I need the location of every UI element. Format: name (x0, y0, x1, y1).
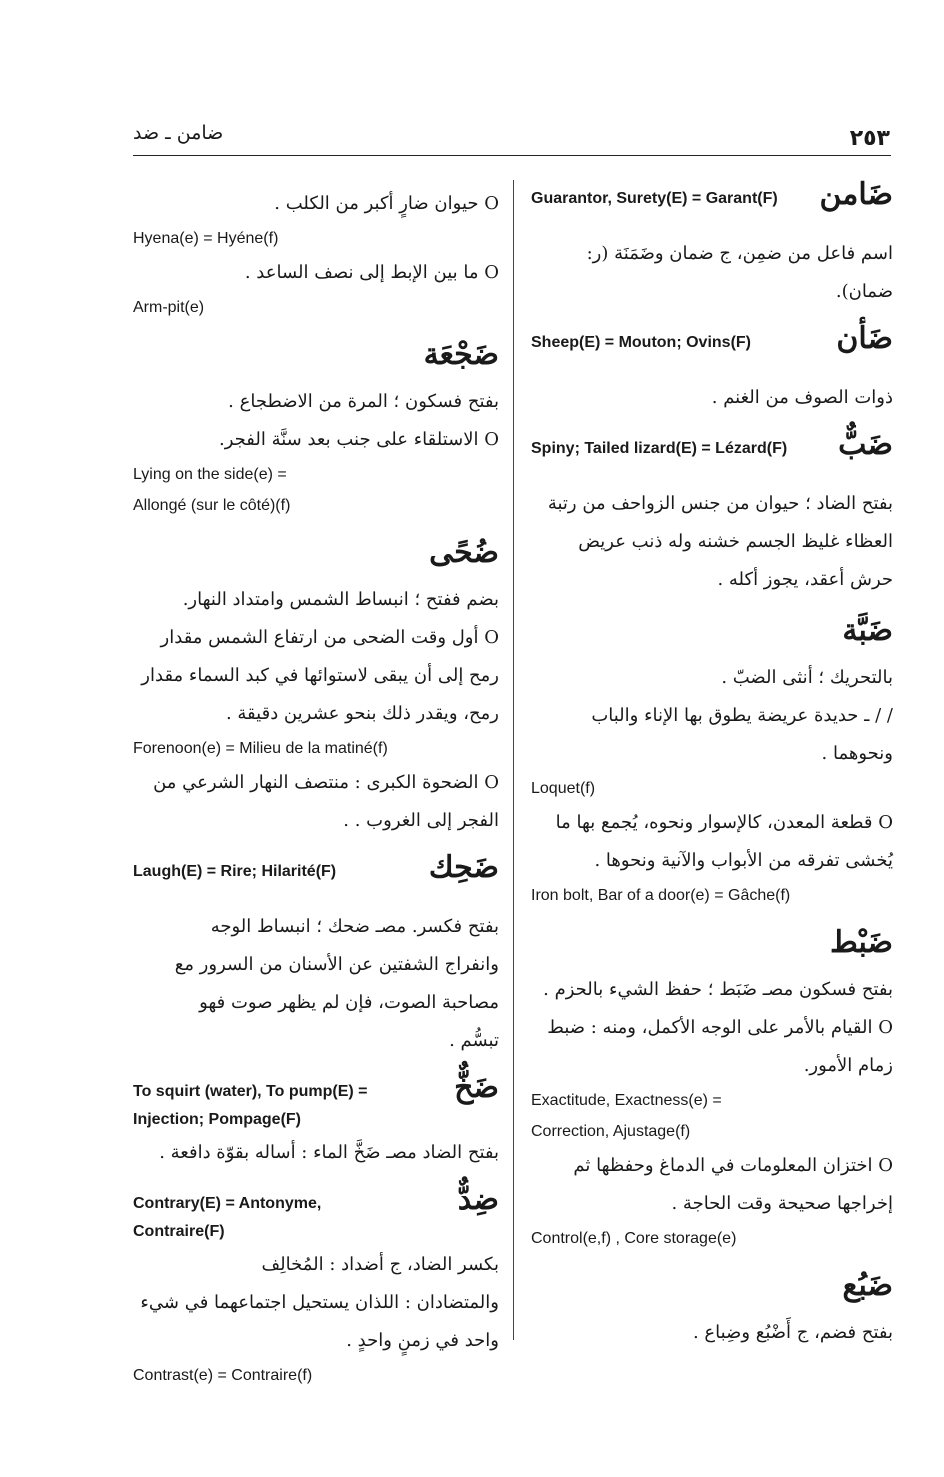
right-column (531, 177, 893, 1370)
entry-heading-row (133, 535, 499, 581)
entry-heading-row (531, 177, 893, 235)
entry-translation: Sheep(E) = Mouton; Ovins(F) (531, 334, 751, 351)
entry-heading-row (133, 337, 499, 383)
entry-translation: Guarantor, Surety(E) = Garant(F) (531, 190, 778, 207)
latin-equivalent-line: Forenoon(e) = Milieu de la matiné(f) (133, 740, 388, 757)
arabic-definition-line: O حيوان ضارٍ أكبر من الكلب . (274, 193, 499, 214)
latin-equivalent-line: Correction, Ajustage(f) (531, 1123, 691, 1140)
entry-heading-row (531, 427, 893, 485)
page-number: ٢٥٣ (849, 126, 890, 151)
arabic-definition-line: بكسر الضاد، ج أضداد : المُخالِف (261, 1254, 499, 1275)
entry-headword: ضَبٌّ (838, 427, 893, 462)
arabic-definition-line: ذوات الصوف من الغنم . (711, 387, 893, 408)
arabic-definition-line: إخراجها صحيحة وقت الحاجة . (671, 1193, 893, 1214)
entry-headword: ضَبُع (842, 1268, 893, 1303)
arabic-definition-line: بفتح الضاد مصـ ضَخَّ الماء : أساله بقوّة دافعة . (159, 1142, 499, 1163)
entry-heading-row (133, 1070, 499, 1134)
running-header-range: ضامن ـ ضد (133, 122, 224, 144)
entry-heading-row (133, 1182, 499, 1246)
entry-headword: ضَخٌّ (454, 1070, 499, 1105)
arabic-definition-line: O القيام بالأمر على الوجه الأكمل، ومنه : ضبط (547, 1017, 893, 1038)
entry-headword: ضَجْعَة (423, 337, 499, 372)
dictionary-entry (133, 185, 499, 323)
entry-headword: ضَأن (836, 321, 893, 356)
arabic-definition-line: O أول وقت الضحى من ارتفاع الشمس مقدار (160, 627, 499, 648)
entry-heading-row (531, 925, 893, 971)
arabic-definition-line: بفتح فسكون مصـ ضَبَط ؛ حفظ الشيء بالحزم . (543, 979, 893, 1000)
entry-headword: ضِدٌّ (457, 1182, 499, 1217)
arabic-definition-line: العظاء غليظ الجسم خشنه وله ذنب عريض (578, 531, 893, 552)
arabic-definition-line: رمح، ويقدر ذلك بنحو عشرين دقيقة . (225, 703, 499, 724)
entry-headword: ضَامن (819, 177, 893, 212)
entry-headword: ضُحًى (429, 535, 499, 570)
dictionary-entry (133, 337, 499, 521)
entry-headword: ضَحِك (428, 850, 499, 885)
arabic-definition-line: بفتح الضاد ؛ حيوان من جنس الزواحف من رتبة (547, 493, 893, 514)
dictionary-entry (531, 1268, 893, 1352)
dictionary-entry (531, 427, 893, 599)
entry-translation: To squirt (water), To pump(E) = Injection; Pompage(F) (133, 1083, 368, 1128)
arabic-definition-line: تبسُّم . (449, 1030, 499, 1051)
header-rule (133, 155, 891, 156)
arabic-definition-line: O الضحوة الكبرى : منتصف النهار الشرعي من (153, 772, 499, 793)
arabic-definition-line: وانفراج الشفتين عن الأسنان من السرور مع (174, 954, 499, 975)
arabic-definition-line: رمح إلى أن يبقى لاستوائها في كبد السماء مقدار (141, 665, 499, 686)
arabic-definition-line: O ما بين الإبط إلى نصف الساعد . (244, 262, 499, 283)
entry-heading-row (133, 850, 499, 908)
entry-heading-row (531, 613, 893, 659)
dictionary-entry (531, 321, 893, 417)
arabic-definition-line: ضمان). (835, 281, 893, 302)
left-column (133, 185, 499, 1409)
arabic-definition-line: بفتح فكسر. مصـ ضحك ؛ انبساط الوجه (210, 916, 499, 937)
arabic-definition-line: واحد في زمنٍ واحدٍ . (346, 1330, 499, 1351)
latin-equivalent-line: Loquet(f) (531, 780, 596, 797)
entry-heading-row (531, 321, 893, 379)
dictionary-entry (133, 535, 499, 840)
arabic-definition-line: حرش أعقد، يجوز أكله . (717, 569, 893, 590)
entry-translation: Contrary(E) = Antonyme, Contraire(F) (133, 1195, 322, 1240)
entry-headword: ضَبْط (829, 925, 893, 960)
latin-equivalent-line: Iron bolt, Bar of a door(e) = Gâche(f) (531, 887, 791, 904)
arabic-definition-line: بضم ففتح ؛ انبساط الشمس وامتداد النهار. (182, 589, 499, 610)
arabic-definition-line: بفتح فضم، ج أَضْبُع وضِباع . (692, 1322, 893, 1343)
latin-equivalent-line: Allongé (sur le côté)(f) (133, 497, 291, 514)
arabic-definition-line: / / ـ حديدة عريضة يطوق بها الإناء والباب (591, 705, 893, 726)
entry-translation: Laugh(E) = Rire; Hilarité(F) (133, 863, 337, 880)
dictionary-entry (133, 1070, 499, 1172)
latin-equivalent-line: Exactitude, Exactness(e) = (531, 1092, 722, 1109)
latin-equivalent-line: Arm-pit(e) (133, 299, 205, 316)
latin-equivalent-line: Contrast(e) = Contraire(f) (133, 1367, 313, 1384)
arabic-definition-line: يُخشى تفرقه من الأبواب والآنية ونحوها . (594, 850, 893, 871)
dictionary-entry (531, 613, 893, 911)
entry-headword: ضَبَّة (842, 613, 893, 648)
dictionary-entry (531, 177, 893, 311)
arabic-definition-line: مصاحبة الصوت، فإن لم يظهر صوت فهو (199, 992, 499, 1013)
arabic-definition-line: بالتحريك ؛ أنثى الضبّ . (721, 667, 893, 688)
arabic-definition-line: زمام الأمور. (803, 1055, 893, 1076)
column-divider (513, 180, 514, 1340)
arabic-definition-line: O اختزان المعلومات في الدماغ وحفظها ثم (573, 1155, 893, 1176)
arabic-definition-line: الفجر إلى الغروب . . (343, 810, 499, 831)
latin-equivalent-line: Lying on the side(e) = (133, 466, 287, 483)
latin-equivalent-line: Hyena(e) = Hyéne(f) (133, 230, 279, 247)
arabic-definition-line: اسم فاعل من ضمِن، ج ضمان وضَمَنَة (ر: (586, 243, 893, 264)
arabic-definition-line: ونحوهما . (821, 743, 893, 764)
arabic-definition-line: O الاستلقاء على جنب بعد سنَّة الفجر. (219, 429, 499, 450)
latin-equivalent-line: Control(e,f) , Core storage(e) (531, 1230, 737, 1247)
dictionary-entry (133, 1182, 499, 1391)
arabic-definition-line: O قطعة المعدن، كالإسوار ونحوه، يُجمع بها ما (555, 812, 893, 833)
arabic-definition-line: بفتح فسكون ؛ المرة من الاضطجاع . (228, 391, 499, 412)
arabic-definition-line: والمتضادان : اللذان يستحيل اجتماعهما في شيء (140, 1292, 499, 1313)
dictionary-entry (531, 925, 893, 1254)
entry-translation: Spiny; Tailed lizard(E) = Lézard(F) (531, 440, 788, 457)
dictionary-entry (133, 850, 499, 1060)
entry-heading-row (531, 1268, 893, 1314)
